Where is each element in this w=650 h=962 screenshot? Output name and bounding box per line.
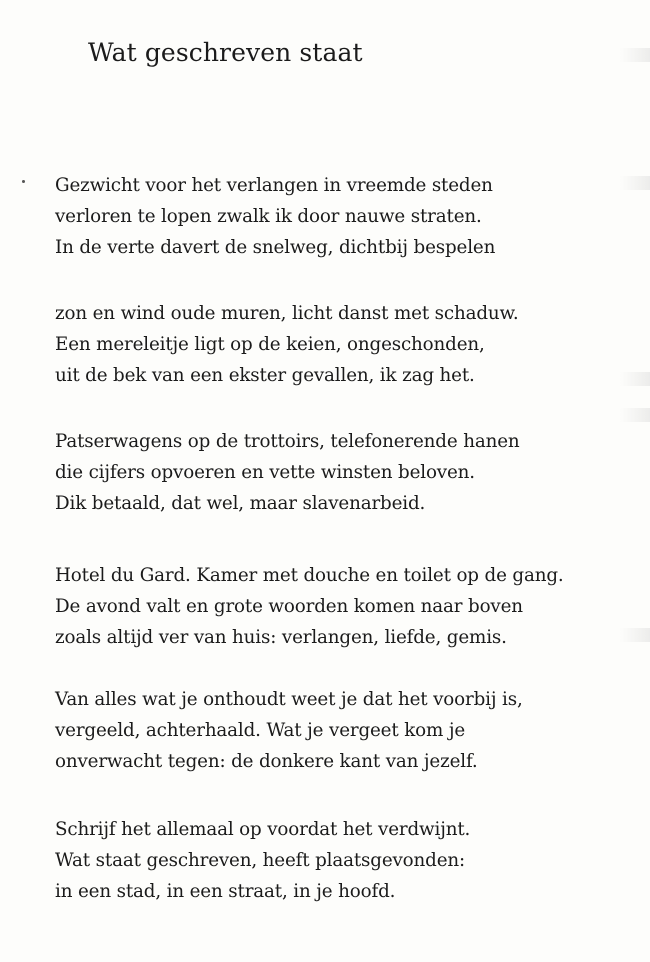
paper-speck — [22, 180, 25, 183]
stanza-1 — [55, 170, 635, 263]
poem-line: Gezwicht voor het verlangen in vreemde steden — [55, 175, 493, 196]
poem-line: De avond valt en grote woorden komen naar boven — [55, 596, 523, 617]
stanza-5 — [55, 684, 635, 777]
poem-line: in een stad, in een straat, in je hoofd. — [55, 881, 396, 902]
bleed-through-mark — [620, 408, 650, 422]
stanza-3 — [55, 426, 635, 519]
stanza-2 — [55, 298, 635, 391]
poem-line: vergeeld, achterhaald. Wat je vergeet kom je — [55, 720, 466, 741]
poem-line: zoals altijd ver van huis: verlangen, liefde, gemis. — [55, 627, 507, 648]
stanza-4 — [55, 560, 635, 653]
poem-line: uit de bek van een ekster gevallen, ik zag het. — [55, 365, 475, 386]
poem-title: Wat geschreven staat — [88, 38, 363, 67]
poem-line: die cijfers opvoeren en vette winsten beloven. — [55, 462, 475, 483]
poem-line: Een mereleitje ligt op de keien, ongeschonden, — [55, 334, 485, 355]
poem-line: Patserwagens op de trottoirs, telefonerende hanen — [55, 431, 520, 452]
bleed-through-mark — [620, 48, 650, 62]
poem-line: onverwacht tegen: de donkere kant van jezelf. — [55, 751, 478, 772]
poem-line: Wat staat geschreven, heeft plaatsgevonden: — [55, 850, 466, 871]
stanza-6 — [55, 814, 635, 907]
poem-line: Schrijf het allemaal op voordat het verdwijnt. — [55, 819, 471, 840]
poem-line: Van alles wat je onthoudt weet je dat het voorbij is, — [55, 689, 523, 710]
poem-line: Dik betaald, dat wel, maar slavenarbeid. — [55, 493, 426, 514]
poem-line: Hotel du Gard. Kamer met douche en toilet op de gang. — [55, 565, 564, 586]
poem-line: zon en wind oude muren, licht danst met schaduw. — [55, 303, 519, 324]
poem-line: In de verte davert de snelweg, dichtbij bespelen — [55, 237, 496, 258]
poem-line: verloren te lopen zwalk ik door nauwe straten. — [55, 206, 482, 227]
